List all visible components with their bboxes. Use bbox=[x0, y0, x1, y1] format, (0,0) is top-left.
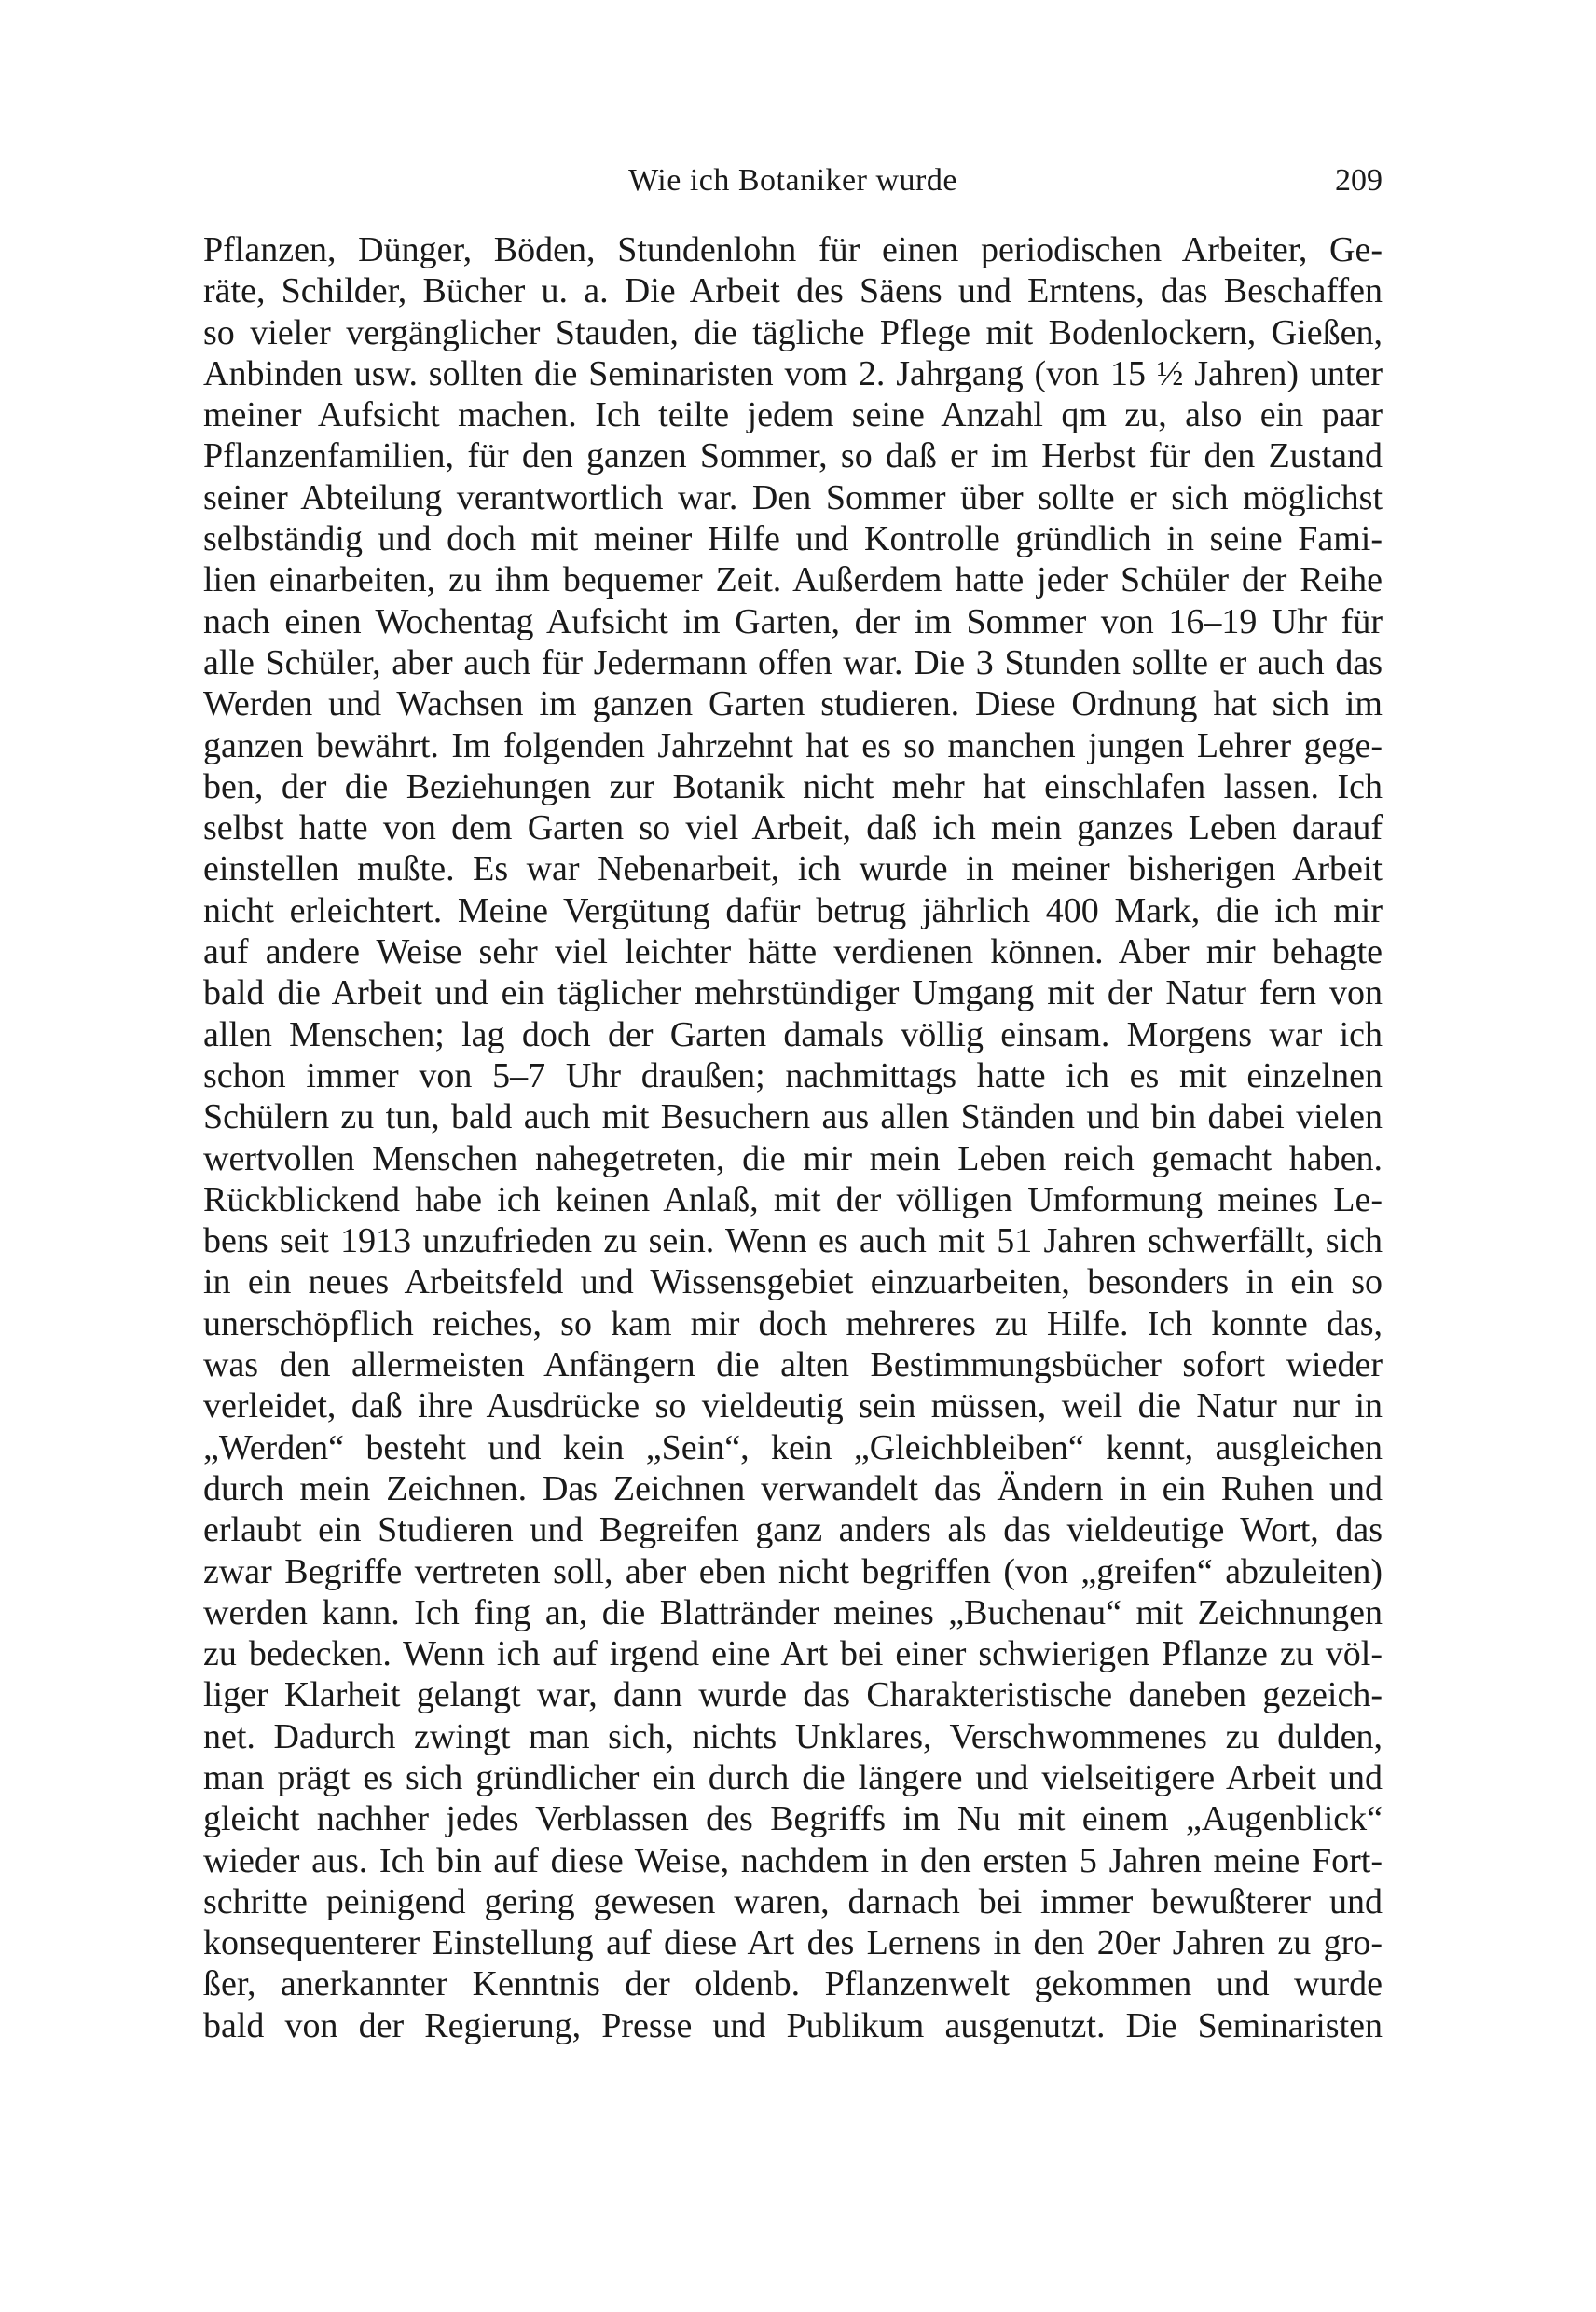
text-line: liger Klarheit gelangt war, dann wurde das Charakteristische daneben gezeich- bbox=[203, 1675, 1383, 1715]
text-line: schon immer von 5–7 Uhr draußen; nachmittags hatte ich es mit einzelnen bbox=[203, 1055, 1383, 1095]
text-line: durch mein Zeichnen. Das Zeichnen verwandelt das Ändern in ein Ruhen und bbox=[203, 1468, 1383, 1508]
text-line: net. Dadurch zwingt man sich, nichts Unklares, Verschwommenes zu dulden, bbox=[203, 1716, 1383, 1756]
text-line: bens seit 1913 unzufrieden zu sein. Wenn es auch mit 51 Jahren schwerfällt, sich bbox=[203, 1221, 1383, 1261]
text-line: man prägt es sich gründlicher ein durch die längere und vielseitigere Arbeit und bbox=[203, 1757, 1383, 1797]
text-line: allen Menschen; lag doch der Garten damals völlig einsam. Morgens war ich bbox=[203, 1014, 1383, 1054]
text-line: lien einarbeiten, zu ihm bequemer Zeit. Außerdem hatte jeder Schüler der Reihe bbox=[203, 560, 1383, 600]
text-line: so vieler vergänglicher Stauden, die tägliche Pflege mit Bodenlockern, Gießen, bbox=[203, 312, 1383, 352]
text-line: verleidet, daß ihre Ausdrücke so vieldeutig sein müssen, weil die Natur nur in bbox=[203, 1386, 1383, 1426]
page-number: 209 bbox=[1335, 163, 1383, 198]
text-line: Rückblickend habe ich keinen Anlaß, mit der völligen Umformung meines Le- bbox=[203, 1179, 1383, 1219]
text-line: ben, der die Beziehungen zur Botanik nicht mehr hat einschlafen lassen. Ich bbox=[203, 766, 1383, 806]
text-line: werden kann. Ich fing an, die Blattränder meines „Buchenau“ mit Zeichnungen bbox=[203, 1592, 1383, 1632]
text-line: Pflanzenfamilien, für den ganzen Sommer, so daß er im Herbst für den Zustand bbox=[203, 436, 1383, 476]
text-line: zwar Begriffe vertreten soll, aber eben nicht begriffen (von „greifen“ abzuleiten) bbox=[203, 1551, 1383, 1591]
text-line: „Werden“ besteht und kein „Sein“, kein „Gleichbleiben“ kennt, ausgleichen bbox=[203, 1427, 1383, 1467]
text-line: nicht erleichtert. Meine Vergütung dafür betrug jährlich 400 Mark, die ich mir bbox=[203, 890, 1383, 930]
text-line: bald die Arbeit und ein täglicher mehrstündiger Umgang mit der Natur fern von bbox=[203, 973, 1383, 1013]
text-line: wertvollen Menschen nahegetreten, die mir mein Leben reich gemacht haben. bbox=[203, 1138, 1383, 1178]
text-line: zu bedecken. Wenn ich auf irgend eine Art bei einer schwierigen Pflanze zu völ- bbox=[203, 1634, 1383, 1674]
text-line: einstellen mußte. Es war Nebenarbeit, ich wurde in meiner bisherigen Arbeit bbox=[203, 849, 1383, 889]
text-line: ßer, anerkannter Kenntnis der oldenb. Pflanzenwelt gekommen und wurde bbox=[203, 1964, 1383, 2004]
text-line: alle Schüler, aber auch für Jedermann offen war. Die 3 Stunden sollte er auch das bbox=[203, 642, 1383, 682]
text-line: auf andere Weise sehr viel leichter hätte verdienen können. Aber mir behagte bbox=[203, 932, 1383, 972]
text-line: nach einen Wochentag Aufsicht im Garten, der im Sommer von 16–19 Uhr für bbox=[203, 601, 1383, 641]
text-line: unerschöpflich reiches, so kam mir doch mehreres zu Hilfe. Ich konnte das, bbox=[203, 1303, 1383, 1343]
text-line: wieder aus. Ich bin auf diese Weise, nachdem in den ersten 5 Jahren meine Fort- bbox=[203, 1840, 1383, 1880]
text-line: in ein neues Arbeitsfeld und Wissensgebiet einzuarbeiten, besonders in ein so bbox=[203, 1262, 1383, 1302]
text-line: Schülern zu tun, bald auch mit Besuchern aus allen Ständen und bin dabei vielen bbox=[203, 1097, 1383, 1137]
text-line: erlaubt ein Studieren und Begreifen ganz anders als das vieldeutige Wort, das bbox=[203, 1510, 1383, 1550]
text-line: Anbinden usw. sollten die Seminaristen vom 2. Jahrgang (von 15 ½ Jahren) unter bbox=[203, 353, 1383, 393]
text-line: meiner Aufsicht machen. Ich teilte jedem seine Anzahl qm zu, also ein paar bbox=[203, 395, 1383, 435]
text-line: räte, Schilder, Bücher u. a. Die Arbeit des Säens und Erntens, das Beschaffen bbox=[203, 271, 1383, 311]
text-line: was den allermeisten Anfängern die alten Bestimmungsbücher sofort wieder bbox=[203, 1345, 1383, 1385]
text-line: schritte peinigend gering gewesen waren, darnach bei immer bewußterer und bbox=[203, 1881, 1383, 1921]
text-line: Pflanzen, Dünger, Böden, Stundenlohn für einen periodischen Arbeiter, Ge- bbox=[203, 230, 1383, 269]
running-head bbox=[203, 157, 1383, 205]
text-line: konsequenterer Einstellung auf diese Art des Lernens in den 20er Jahren zu gro- bbox=[203, 1923, 1383, 1963]
running-title: Wie ich Botaniker wurde bbox=[628, 163, 957, 198]
body-text bbox=[203, 229, 1383, 2046]
text-line: Werden und Wachsen im ganzen Garten studieren. Diese Ordnung hat sich im bbox=[203, 684, 1383, 724]
text-line: gleicht nachher jedes Verblassen des Begriffs im Nu mit einem „Augenblick“ bbox=[203, 1799, 1383, 1839]
text-line: bald von der Regierung, Presse und Publikum ausgenutzt. Die Seminaristen bbox=[203, 2005, 1383, 2045]
text-line: seiner Abteilung verantwortlich war. Den Sommer über sollte er sich möglichst bbox=[203, 477, 1383, 517]
text-line: selbst hatte von dem Garten so viel Arbeit, daß ich mein ganzes Leben darauf bbox=[203, 808, 1383, 848]
text-line: ganzen bewährt. Im folgenden Jahrzehnt hat es so manchen jungen Lehrer gege- bbox=[203, 725, 1383, 765]
text-line: selbständig und doch mit meiner Hilfe und Kontrolle gründlich in seine Fami- bbox=[203, 519, 1383, 559]
